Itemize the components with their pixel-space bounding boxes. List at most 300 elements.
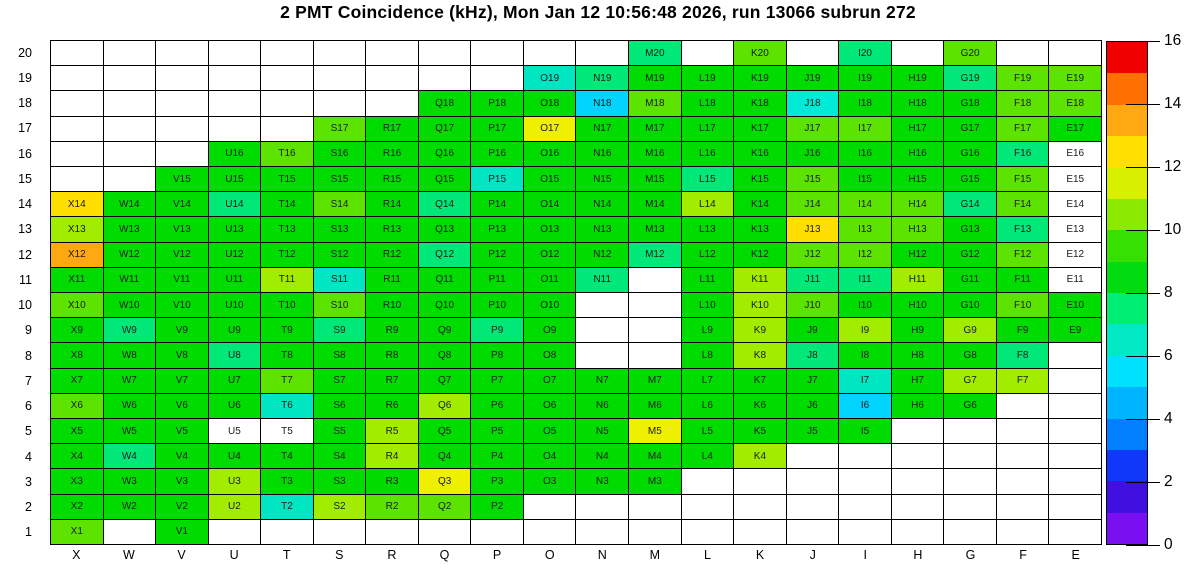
- cell-S16: S16: [314, 142, 366, 166]
- cell-W7: W7: [104, 369, 156, 393]
- cell-N4: N4: [576, 444, 628, 468]
- y-tick-1: 1: [25, 525, 32, 540]
- cell-empty-T1: [261, 520, 313, 544]
- colorbar-band-4: [1107, 387, 1147, 418]
- colorbar-label-0: 0: [1164, 536, 1173, 553]
- cell-Q16: Q16: [419, 142, 471, 166]
- cell-W10: W10: [104, 293, 156, 317]
- cell-empty-F3: [997, 469, 1049, 493]
- cell-empty-L2: [682, 495, 734, 519]
- cell-G19: G19: [944, 66, 996, 90]
- cell-J9: J9: [787, 318, 839, 342]
- cell-T9: T9: [261, 318, 313, 342]
- cell-empty-H3: [892, 469, 944, 493]
- cell-S12: S12: [314, 243, 366, 267]
- cell-R7: R7: [366, 369, 418, 393]
- cell-M7: M7: [629, 369, 681, 393]
- cell-I8: I8: [839, 343, 891, 367]
- cell-K12: K12: [734, 243, 786, 267]
- cell-F7: F7: [997, 369, 1049, 393]
- cell-X1: X1: [51, 520, 103, 544]
- cell-L10: L10: [682, 293, 734, 317]
- cell-K10: K10: [734, 293, 786, 317]
- cell-U4: U4: [209, 444, 261, 468]
- cell-Q12: Q12: [419, 243, 471, 267]
- cell-G12: G12: [944, 243, 996, 267]
- cell-P8: P8: [471, 343, 523, 367]
- cell-empty-W1: [104, 520, 156, 544]
- cell-J7: J7: [787, 369, 839, 393]
- cell-V13: V13: [156, 217, 208, 241]
- cell-V15: V15: [156, 167, 208, 191]
- cell-empty-J20: [787, 41, 839, 65]
- cell-empty-J3: [787, 469, 839, 493]
- cell-empty-P20: [471, 41, 523, 65]
- cell-T3: T3: [261, 469, 313, 493]
- cell-M19: M19: [629, 66, 681, 90]
- cell-W11: W11: [104, 268, 156, 292]
- cell-G15: G15: [944, 167, 996, 191]
- cell-S15: S15: [314, 167, 366, 191]
- cell-E10: E10: [1049, 293, 1101, 317]
- cell-T8: T8: [261, 343, 313, 367]
- cell-U15: U15: [209, 167, 261, 191]
- cell-W14: W14: [104, 192, 156, 216]
- cell-Q6: Q6: [419, 394, 471, 418]
- cell-T15: T15: [261, 167, 313, 191]
- cell-P18: P18: [471, 91, 523, 115]
- cell-empty-H4: [892, 444, 944, 468]
- cell-empty-G5: [944, 419, 996, 443]
- cell-E16: E16: [1049, 142, 1101, 166]
- cell-K7: K7: [734, 369, 786, 393]
- cell-T12: T12: [261, 243, 313, 267]
- cell-V1: V1: [156, 520, 208, 544]
- y-tick-5: 5: [25, 424, 32, 439]
- colorbar-band-14: [1107, 73, 1147, 104]
- colorbar-band-10: [1107, 199, 1147, 230]
- cell-H6: H6: [892, 394, 944, 418]
- cell-X13: X13: [51, 217, 103, 241]
- cell-N6: N6: [576, 394, 628, 418]
- y-tick-18: 18: [18, 96, 32, 111]
- cell-empty-K3: [734, 469, 786, 493]
- cell-empty-M9: [629, 318, 681, 342]
- cell-S5: S5: [314, 419, 366, 443]
- cell-F18: F18: [997, 91, 1049, 115]
- cell-R6: R6: [366, 394, 418, 418]
- cell-V10: V10: [156, 293, 208, 317]
- cell-empty-E7: [1049, 369, 1101, 393]
- cell-V9: V9: [156, 318, 208, 342]
- cell-E14: E14: [1049, 192, 1101, 216]
- cell-empty-G3: [944, 469, 996, 493]
- heatmap-grid: [50, 40, 1102, 545]
- cell-X14: X14: [51, 192, 103, 216]
- cell-X11: X11: [51, 268, 103, 292]
- cell-empty-X17: [51, 117, 103, 141]
- cell-I14: I14: [839, 192, 891, 216]
- cell-V2: V2: [156, 495, 208, 519]
- cell-empty-S18: [314, 91, 366, 115]
- cell-empty-E6: [1049, 394, 1101, 418]
- cell-Q3: Q3: [419, 469, 471, 493]
- x-tick-O: O: [544, 548, 555, 562]
- x-tick-G: G: [965, 548, 976, 562]
- cell-T11: T11: [261, 268, 313, 292]
- cell-F8: F8: [997, 343, 1049, 367]
- cell-T14: T14: [261, 192, 313, 216]
- cell-P5: P5: [471, 419, 523, 443]
- cell-empty-N20: [576, 41, 628, 65]
- cell-Q18: Q18: [419, 91, 471, 115]
- cell-J13: J13: [787, 217, 839, 241]
- x-tick-L: L: [704, 548, 711, 562]
- cell-Q17: Q17: [419, 117, 471, 141]
- cell-empty-U20: [209, 41, 261, 65]
- cell-empty-K2: [734, 495, 786, 519]
- cell-R3: R3: [366, 469, 418, 493]
- cell-S11: S11: [314, 268, 366, 292]
- cell-P17: P17: [471, 117, 523, 141]
- cell-U5: U5: [209, 419, 261, 443]
- cell-X8: X8: [51, 343, 103, 367]
- colorbar-band-11: [1107, 168, 1147, 199]
- cell-N13: N13: [576, 217, 628, 241]
- cell-empty-E2: [1049, 495, 1101, 519]
- cell-X2: X2: [51, 495, 103, 519]
- y-tick-8: 8: [25, 348, 32, 363]
- cell-W3: W3: [104, 469, 156, 493]
- cell-Q9: Q9: [419, 318, 471, 342]
- cell-X6: X6: [51, 394, 103, 418]
- cell-W5: W5: [104, 419, 156, 443]
- cell-S3: S3: [314, 469, 366, 493]
- cell-H8: H8: [892, 343, 944, 367]
- cell-O17: O17: [524, 117, 576, 141]
- cell-U12: U12: [209, 243, 261, 267]
- cell-M20: M20: [629, 41, 681, 65]
- colorbar-label-10: 10: [1164, 221, 1182, 238]
- x-tick-X: X: [72, 548, 81, 562]
- cell-G14: G14: [944, 192, 996, 216]
- cell-P16: P16: [471, 142, 523, 166]
- cell-O8: O8: [524, 343, 576, 367]
- cell-empty-V16: [156, 142, 208, 166]
- cell-P6: P6: [471, 394, 523, 418]
- cell-U7: U7: [209, 369, 261, 393]
- cell-I7: I7: [839, 369, 891, 393]
- cell-R9: R9: [366, 318, 418, 342]
- cell-empty-W18: [104, 91, 156, 115]
- cell-P7: P7: [471, 369, 523, 393]
- cell-S9: S9: [314, 318, 366, 342]
- cell-S8: S8: [314, 343, 366, 367]
- cell-empty-E5: [1049, 419, 1101, 443]
- cell-Q13: Q13: [419, 217, 471, 241]
- cell-G18: G18: [944, 91, 996, 115]
- cell-K19: K19: [734, 66, 786, 90]
- y-tick-6: 6: [25, 399, 32, 414]
- cell-X12: X12: [51, 243, 103, 267]
- cell-H17: H17: [892, 117, 944, 141]
- cell-T5: T5: [261, 419, 313, 443]
- cell-empty-F1: [997, 520, 1049, 544]
- cell-X4: X4: [51, 444, 103, 468]
- cell-Q7: Q7: [419, 369, 471, 393]
- cell-empty-U1: [209, 520, 261, 544]
- cell-empty-G4: [944, 444, 996, 468]
- colorbar-band-7: [1107, 293, 1147, 324]
- colorbar-label-4: 4: [1164, 410, 1173, 427]
- cell-U11: U11: [209, 268, 261, 292]
- cell-empty-Q20: [419, 41, 471, 65]
- cell-K18: K18: [734, 91, 786, 115]
- cell-O10: O10: [524, 293, 576, 317]
- x-tick-M: M: [649, 548, 661, 562]
- cell-R13: R13: [366, 217, 418, 241]
- cell-empty-L20: [682, 41, 734, 65]
- cell-Q15: Q15: [419, 167, 471, 191]
- cell-empty-N8: [576, 343, 628, 367]
- cell-empty-E4: [1049, 444, 1101, 468]
- cell-empty-W19: [104, 66, 156, 90]
- cell-I5: I5: [839, 419, 891, 443]
- cell-V8: V8: [156, 343, 208, 367]
- colorbar-tick-10: [1126, 230, 1160, 231]
- cell-G9: G9: [944, 318, 996, 342]
- cell-K17: K17: [734, 117, 786, 141]
- cell-U3: U3: [209, 469, 261, 493]
- cell-G10: G10: [944, 293, 996, 317]
- cell-G16: G16: [944, 142, 996, 166]
- cell-R14: R14: [366, 192, 418, 216]
- colorbar-band-13: [1107, 105, 1147, 136]
- cell-L14: L14: [682, 192, 734, 216]
- cell-empty-I1: [839, 520, 891, 544]
- cell-G17: G17: [944, 117, 996, 141]
- cell-F11: F11: [997, 268, 1049, 292]
- cell-empty-G2: [944, 495, 996, 519]
- cell-K8: K8: [734, 343, 786, 367]
- cell-L18: L18: [682, 91, 734, 115]
- cell-L5: L5: [682, 419, 734, 443]
- cell-empty-O20: [524, 41, 576, 65]
- colorbar-band-5: [1107, 356, 1147, 387]
- cell-X5: X5: [51, 419, 103, 443]
- cell-H15: H15: [892, 167, 944, 191]
- cell-empty-O1: [524, 520, 576, 544]
- cell-O14: O14: [524, 192, 576, 216]
- cell-empty-W17: [104, 117, 156, 141]
- cell-E11: E11: [1049, 268, 1101, 292]
- cell-K5: K5: [734, 419, 786, 443]
- cell-W12: W12: [104, 243, 156, 267]
- cell-U9: U9: [209, 318, 261, 342]
- cell-U8: U8: [209, 343, 261, 367]
- cell-H9: H9: [892, 318, 944, 342]
- cell-T2: T2: [261, 495, 313, 519]
- cell-W8: W8: [104, 343, 156, 367]
- cell-I13: I13: [839, 217, 891, 241]
- colorbar-band-9: [1107, 230, 1147, 261]
- cell-N16: N16: [576, 142, 628, 166]
- cell-O4: O4: [524, 444, 576, 468]
- cell-H11: H11: [892, 268, 944, 292]
- cell-H19: H19: [892, 66, 944, 90]
- cell-H10: H10: [892, 293, 944, 317]
- cell-empty-F20: [997, 41, 1049, 65]
- cell-U16: U16: [209, 142, 261, 166]
- y-tick-11: 11: [19, 272, 32, 287]
- cell-P12: P12: [471, 243, 523, 267]
- x-tick-F: F: [1019, 548, 1027, 562]
- cell-P2: P2: [471, 495, 523, 519]
- cell-T4: T4: [261, 444, 313, 468]
- cell-I18: I18: [839, 91, 891, 115]
- cell-U14: U14: [209, 192, 261, 216]
- x-axis: [50, 548, 1102, 568]
- cell-empty-I4: [839, 444, 891, 468]
- y-tick-12: 12: [18, 247, 32, 262]
- cell-empty-T20: [261, 41, 313, 65]
- colorbar-band-1: [1107, 481, 1147, 512]
- cell-H7: H7: [892, 369, 944, 393]
- cell-K4: K4: [734, 444, 786, 468]
- cell-Q8: Q8: [419, 343, 471, 367]
- cell-empty-R19: [366, 66, 418, 90]
- cell-S14: S14: [314, 192, 366, 216]
- y-tick-19: 19: [18, 70, 32, 85]
- cell-K13: K13: [734, 217, 786, 241]
- colorbar-tick-6: [1126, 356, 1160, 357]
- y-tick-13: 13: [18, 222, 32, 237]
- cell-K11: K11: [734, 268, 786, 292]
- cell-J6: J6: [787, 394, 839, 418]
- cell-empty-R18: [366, 91, 418, 115]
- cell-L13: L13: [682, 217, 734, 241]
- cell-H13: H13: [892, 217, 944, 241]
- cell-W2: W2: [104, 495, 156, 519]
- cell-F10: F10: [997, 293, 1049, 317]
- cell-empty-X16: [51, 142, 103, 166]
- cell-O6: O6: [524, 394, 576, 418]
- cell-empty-M8: [629, 343, 681, 367]
- cell-L17: L17: [682, 117, 734, 141]
- cell-J18: J18: [787, 91, 839, 115]
- cell-R8: R8: [366, 343, 418, 367]
- cell-F19: F19: [997, 66, 1049, 90]
- cell-L4: L4: [682, 444, 734, 468]
- cell-O13: O13: [524, 217, 576, 241]
- cell-empty-N1: [576, 520, 628, 544]
- cell-S10: S10: [314, 293, 366, 317]
- cell-empty-M2: [629, 495, 681, 519]
- cell-empty-S1: [314, 520, 366, 544]
- cell-F12: F12: [997, 243, 1049, 267]
- cell-empty-S20: [314, 41, 366, 65]
- cell-P15: P15: [471, 167, 523, 191]
- cell-K20: K20: [734, 41, 786, 65]
- cell-O7: O7: [524, 369, 576, 393]
- cell-empty-V20: [156, 41, 208, 65]
- cell-M12: M12: [629, 243, 681, 267]
- cell-E18: E18: [1049, 91, 1101, 115]
- x-tick-P: P: [492, 548, 502, 562]
- cell-F17: F17: [997, 117, 1049, 141]
- cell-M13: M13: [629, 217, 681, 241]
- colorbar-tick-2: [1126, 482, 1160, 483]
- y-tick-4: 4: [25, 449, 32, 464]
- cell-M15: M15: [629, 167, 681, 191]
- cell-R15: R15: [366, 167, 418, 191]
- cell-I6: I6: [839, 394, 891, 418]
- colorbar-label-16: 16: [1164, 32, 1182, 49]
- cell-O15: O15: [524, 167, 576, 191]
- x-tick-E: E: [1071, 548, 1080, 562]
- cell-I16: I16: [839, 142, 891, 166]
- cell-X9: X9: [51, 318, 103, 342]
- cell-U2: U2: [209, 495, 261, 519]
- cell-L11: L11: [682, 268, 734, 292]
- cell-I10: I10: [839, 293, 891, 317]
- colorbar-tick-0: [1126, 545, 1160, 546]
- cell-M4: M4: [629, 444, 681, 468]
- x-tick-Q: Q: [439, 548, 450, 562]
- x-tick-V: V: [177, 548, 186, 562]
- cell-U10: U10: [209, 293, 261, 317]
- colorbar-tick-4: [1126, 419, 1160, 420]
- cell-P10: P10: [471, 293, 523, 317]
- cell-empty-H20: [892, 41, 944, 65]
- cell-N19: N19: [576, 66, 628, 90]
- cell-V3: V3: [156, 469, 208, 493]
- colorbar-band-6: [1107, 324, 1147, 355]
- x-tick-T: T: [282, 548, 291, 562]
- cell-M6: M6: [629, 394, 681, 418]
- cell-empty-J4: [787, 444, 839, 468]
- cell-G20: G20: [944, 41, 996, 65]
- cell-X3: X3: [51, 469, 103, 493]
- cell-G7: G7: [944, 369, 996, 393]
- cell-empty-W15: [104, 167, 156, 191]
- cell-L16: L16: [682, 142, 734, 166]
- cell-empty-F4: [997, 444, 1049, 468]
- cell-M14: M14: [629, 192, 681, 216]
- cell-M18: M18: [629, 91, 681, 115]
- cell-O12: O12: [524, 243, 576, 267]
- cell-H18: H18: [892, 91, 944, 115]
- cell-empty-X15: [51, 167, 103, 191]
- cell-Q4: Q4: [419, 444, 471, 468]
- cell-J15: J15: [787, 167, 839, 191]
- cell-empty-F6: [997, 394, 1049, 418]
- cell-empty-E3: [1049, 469, 1101, 493]
- x-tick-R: R: [387, 548, 397, 562]
- x-tick-I: I: [863, 548, 868, 562]
- cell-empty-F5: [997, 419, 1049, 443]
- cell-Q5: Q5: [419, 419, 471, 443]
- cell-J14: J14: [787, 192, 839, 216]
- cell-J8: J8: [787, 343, 839, 367]
- cell-F16: F16: [997, 142, 1049, 166]
- cell-K9: K9: [734, 318, 786, 342]
- cell-empty-H1: [892, 520, 944, 544]
- colorbar-tick-14: [1126, 104, 1160, 105]
- cell-J10: J10: [787, 293, 839, 317]
- cell-W9: W9: [104, 318, 156, 342]
- cell-Q10: Q10: [419, 293, 471, 317]
